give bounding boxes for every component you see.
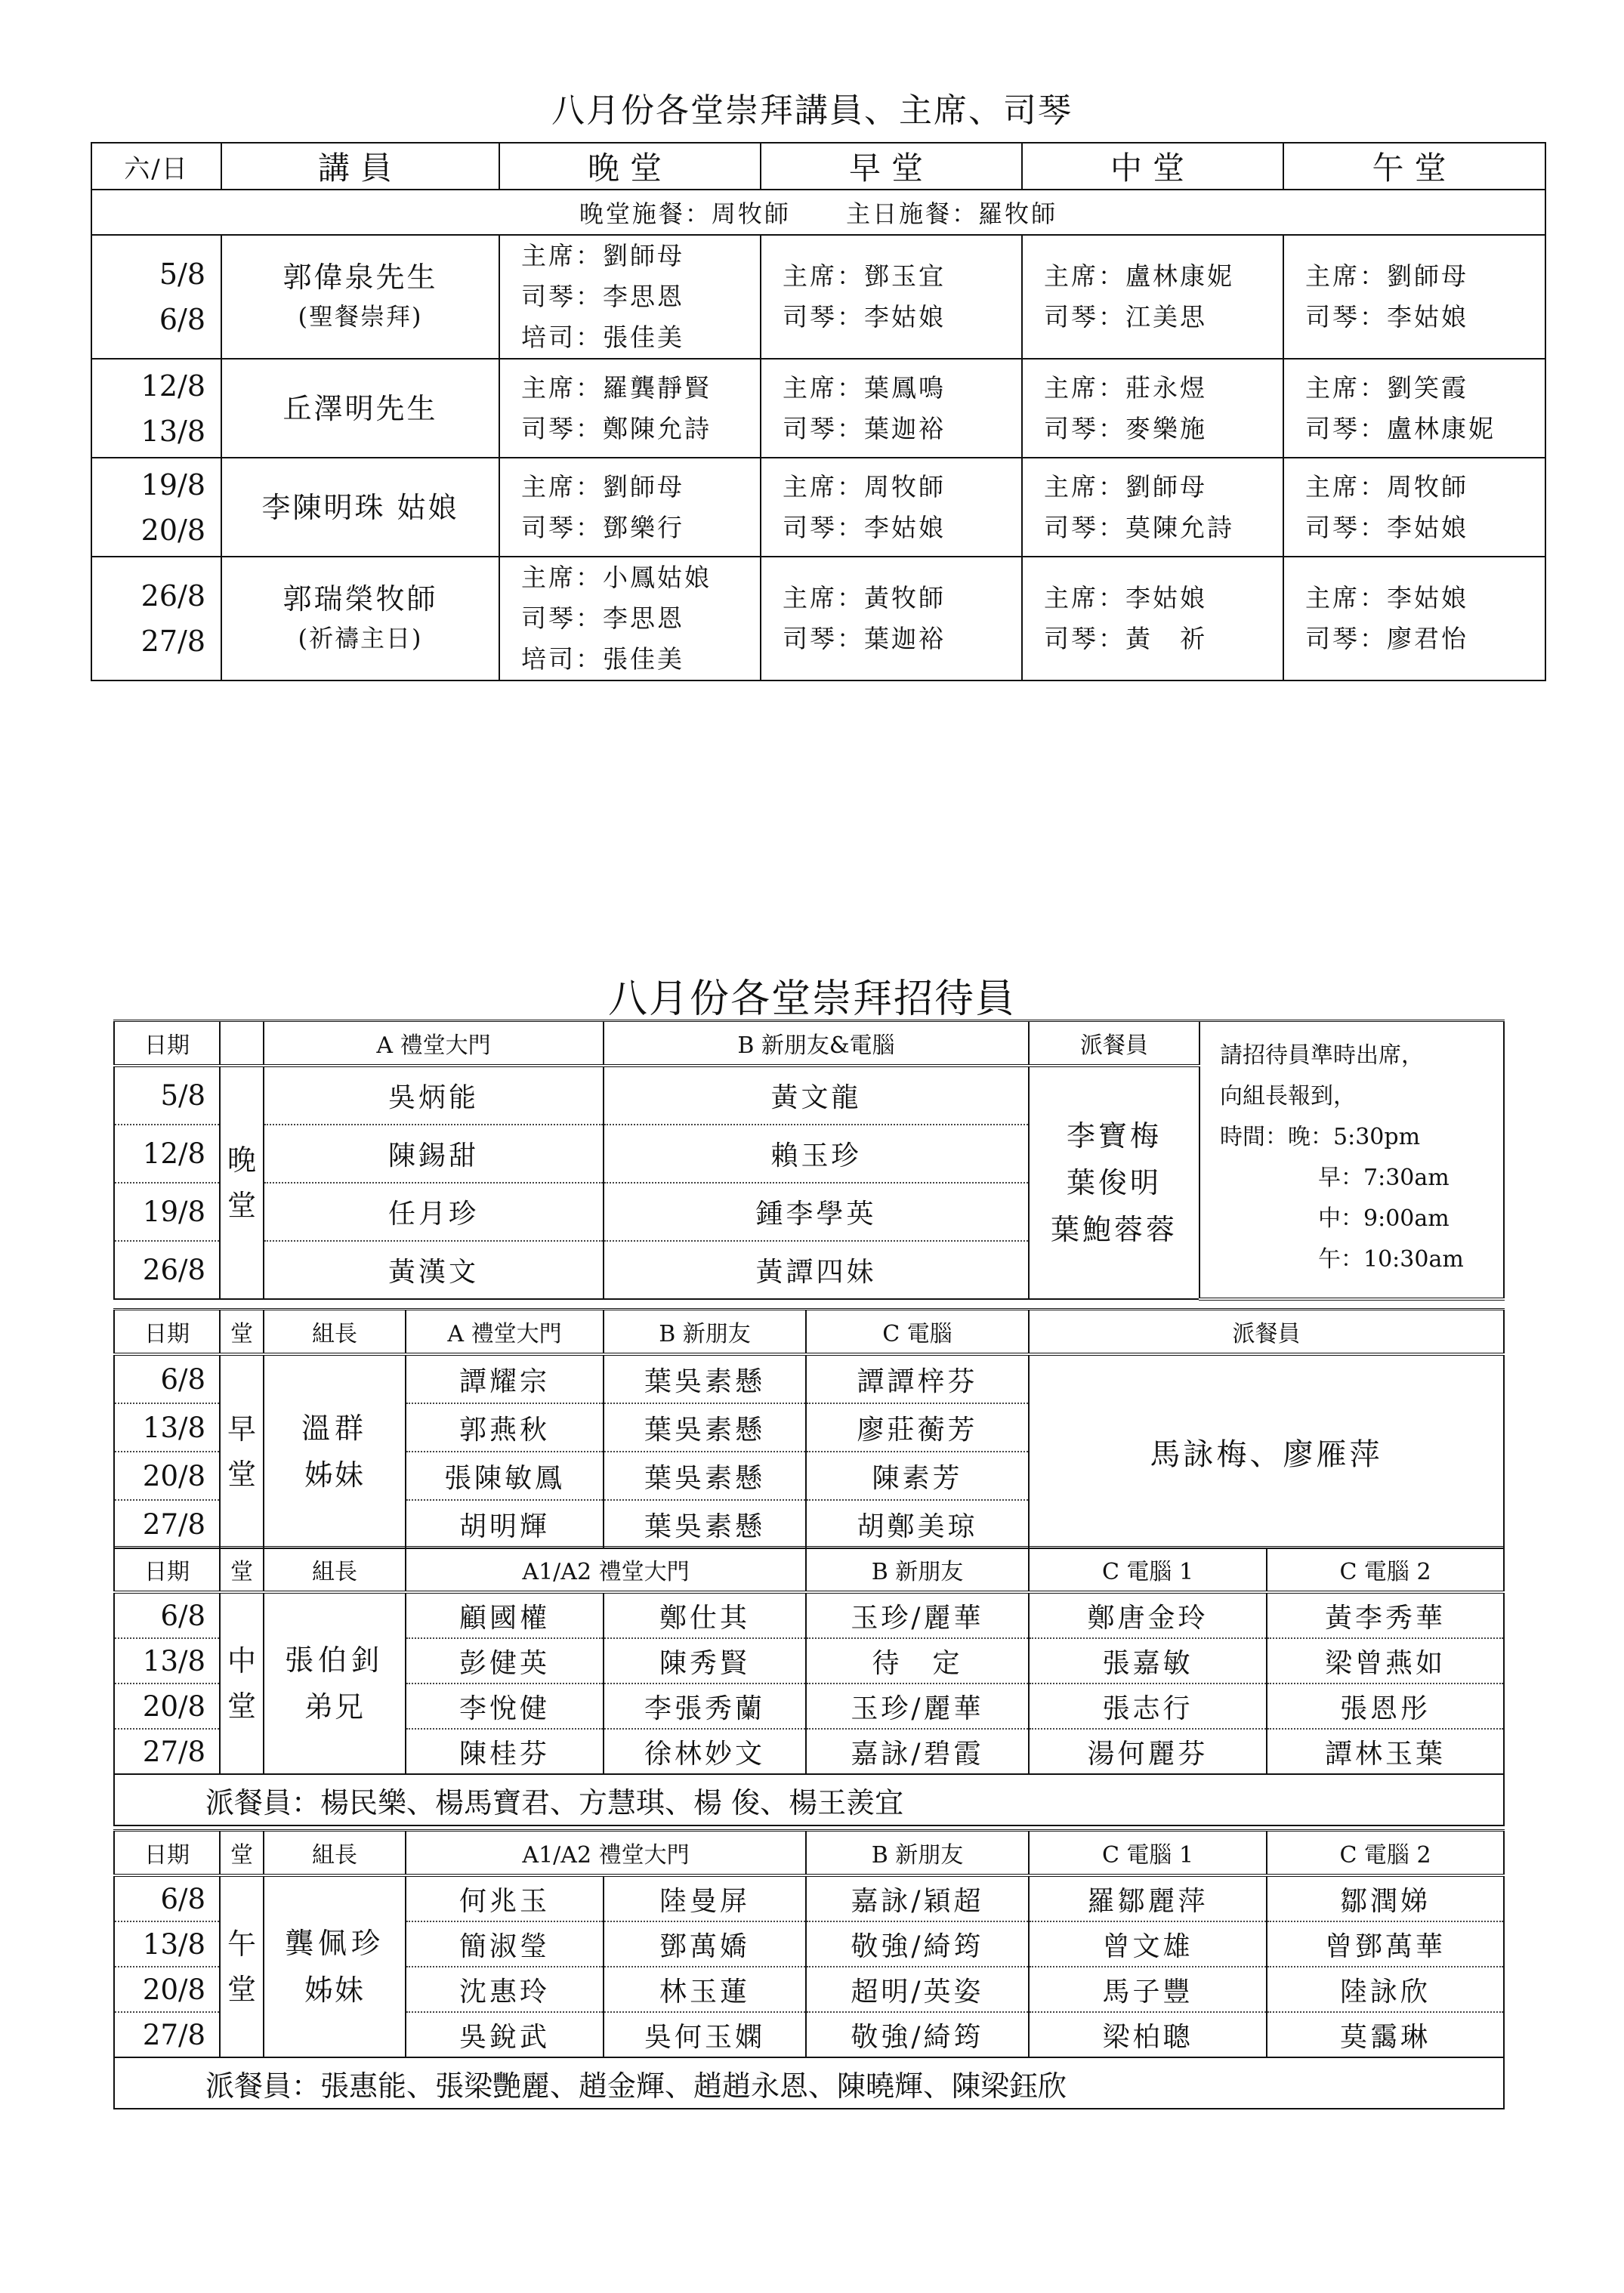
a-door-usher: 李悅健 (406, 1683, 604, 1729)
date-cell: 20/8 (114, 1967, 220, 2012)
a-door-usher: 胡明輝 (406, 1500, 604, 1548)
speaker-cell: 丘澤明先生 (221, 359, 499, 458)
date-cell: 5/8 6/8 (91, 235, 221, 359)
a-door-usher: 譚耀宗 (406, 1354, 604, 1403)
a-door-usher: 陳錫甜 (264, 1125, 604, 1183)
date-cell: 20/8 (114, 1683, 220, 1729)
date-cell: 26/8 27/8 (91, 557, 221, 680)
meal-servers: 李寶梅 葉俊明 葉鮑蓉蓉 (1029, 1066, 1199, 1299)
meal-row (114, 1774, 1504, 1825)
meal-servers: 派餐員：楊民樂、楊馬寶君、方慧琪、楊 俊、楊王羨宜 (114, 1774, 1504, 1825)
c-computer-1-usher: 梁柏聰 (1029, 2012, 1267, 2057)
evening-usher-table (113, 1020, 1505, 1301)
mid-duty-cell: 主席：李姑娘 司琴：黃 祈 (1022, 557, 1283, 680)
header-a-door: A1/A2 禮堂大門 (406, 1831, 806, 1876)
mid-duty-cell: 主席：莊永煜 司琴：麥樂施 (1022, 359, 1283, 458)
c-computer-1-usher: 張嘉敏 (1029, 1638, 1267, 1683)
early-duty-cell: 主席：黃牧師 司琴：葉迦裕 (761, 557, 1022, 680)
speaker-cell: 李陳明珠 姑娘 (221, 458, 499, 557)
c-computer-1-usher: 馬子豐 (1029, 1967, 1267, 2012)
header-mid: 中堂 (1022, 143, 1283, 190)
speaker-cell: 郭瑞榮牧師 (祈禱主日) (221, 557, 499, 680)
date-cell: 27/8 (114, 2012, 220, 2057)
header-b-newfriends: B 新朋友 (604, 1310, 806, 1355)
c-computer-1-usher: 曾文雄 (1029, 1921, 1267, 1967)
date-cell: 5/8 (114, 1066, 220, 1125)
date-cell: 19/8 20/8 (91, 458, 221, 557)
table-row (114, 1875, 1504, 1921)
early-duty-cell: 主席：鄧玉宜 司琴：李姑娘 (761, 235, 1022, 359)
header-a-door: A 禮堂大門 (406, 1310, 604, 1355)
c-computer-1-usher: 鄭唐金玲 (1029, 1592, 1267, 1638)
header-meal: 派餐員 (1029, 1310, 1504, 1355)
table-row (114, 1592, 1504, 1638)
evening-duty-cell: 主席：劉師母 司琴：李思恩 培司：張佳美 (499, 235, 761, 359)
b-newfriends-usher: 待 定 (806, 1638, 1029, 1683)
mid-usher-table (113, 1546, 1505, 1826)
b-newfriends-usher: 葉吳素懸 (604, 1500, 806, 1548)
header-noon: 午堂 (1283, 143, 1545, 190)
header-date: 日期 (114, 1021, 220, 1066)
mid-duty-cell: 主席：盧林康妮 司琴：江美思 (1022, 235, 1283, 359)
b-newfriends-usher: 葉吳素懸 (604, 1403, 806, 1452)
date-cell: 13/8 (114, 1403, 220, 1452)
a2-door-usher: 吳何玉嫻 (604, 2012, 806, 2057)
header-speaker: 講員 (221, 143, 499, 190)
b-newfriends-usher: 葉吳素懸 (604, 1354, 806, 1403)
c-computer-2-usher: 譚林玉葉 (1267, 1729, 1504, 1774)
header-leader: 組長 (264, 1548, 406, 1593)
a2-door-usher: 鄧萬嬌 (604, 1921, 806, 1967)
header-early: 早堂 (761, 143, 1022, 190)
c-computer-usher: 陳素芳 (806, 1452, 1029, 1500)
table1-row (91, 557, 1545, 680)
header-service (220, 1021, 264, 1066)
a-door-usher: 沈惠玲 (406, 1967, 604, 2012)
evening-header-row (114, 1021, 1504, 1066)
b-newfriends-usher: 玉珍/麗華 (806, 1592, 1029, 1638)
date-cell: 12/8 (114, 1125, 220, 1183)
header-date: 日期 (114, 1548, 220, 1593)
table1-header-row (91, 143, 1545, 190)
c-computer-2-usher: 梁曾燕如 (1267, 1638, 1504, 1683)
b-newfriends-usher: 敬強/綺筠 (806, 2012, 1029, 2057)
service-label: 中 堂 (220, 1592, 264, 1774)
a-door-usher: 吳炳能 (264, 1066, 604, 1125)
meal-row (114, 2057, 1504, 2109)
date-cell: 19/8 (114, 1183, 220, 1241)
b-newfriends-usher: 玉珍/麗華 (806, 1683, 1029, 1729)
mid-duty-cell: 主席：劉師母 司琴：莫陳允詩 (1022, 458, 1283, 557)
evening-meal-note: 晚堂施餐：周牧師 (579, 199, 791, 228)
b-newfriends-usher: 鍾李學英 (604, 1183, 1029, 1241)
header-c-computer-1: C 電腦 1 (1029, 1548, 1267, 1593)
date-cell: 6/8 (114, 1354, 220, 1403)
header-b-newfriends: B 新朋友 (806, 1548, 1029, 1593)
date-cell: 26/8 (114, 1241, 220, 1299)
evening-duty-cell: 主席：劉師母 司琴：鄧樂行 (499, 458, 761, 557)
date-cell: 6/8 (114, 1875, 220, 1921)
a-door-usher: 彭健英 (406, 1638, 604, 1683)
a-door-usher: 簡淑瑩 (406, 1921, 604, 1967)
meal-servers: 馬詠梅、廖雁萍 (1029, 1354, 1504, 1548)
a-door-usher: 何兆玉 (406, 1875, 604, 1921)
b-newfriends-usher: 超明/英姿 (806, 1967, 1029, 2012)
speaker-schedule-table (91, 142, 1546, 681)
noon-duty-cell: 主席：李姑娘 司琴：廖君怡 (1283, 557, 1545, 680)
b-newfriends-usher: 敬強/綺筠 (806, 1921, 1029, 1967)
date-cell: 13/8 (114, 1638, 220, 1683)
speaker-cell: 郭偉泉先生 (聖餐崇拜) (221, 235, 499, 359)
early-usher-table (113, 1308, 1505, 1549)
b-newfriends-usher: 葉吳素懸 (604, 1452, 806, 1500)
header-c-computer-1: C 電腦 1 (1029, 1831, 1267, 1876)
noon-duty-cell: 主席：劉笑霞 司琴：盧林康妮 (1283, 359, 1545, 458)
b-newfriends-usher: 黃譚四妹 (604, 1241, 1029, 1299)
a-door-usher: 陳桂芬 (406, 1729, 604, 1774)
header-service: 堂 (220, 1548, 264, 1593)
c-computer-usher: 譚譚梓芬 (806, 1354, 1029, 1403)
a-door-usher: 顧國權 (406, 1592, 604, 1638)
header-c-computer-2: C 電腦 2 (1267, 1548, 1504, 1593)
a-door-usher: 吳銳武 (406, 2012, 604, 2057)
table1-row (91, 359, 1545, 458)
header-leader: 組長 (264, 1310, 406, 1355)
header-c-computer-2: C 電腦 2 (1267, 1831, 1504, 1876)
meal-note (91, 190, 1545, 235)
a-door-usher: 黃漢文 (264, 1241, 604, 1299)
header-c-computer: C 電腦 (806, 1310, 1029, 1355)
c-computer-2-usher: 陸詠欣 (1267, 1967, 1504, 2012)
noon-duty-cell: 主席：劉師母 司琴：李姑娘 (1283, 235, 1545, 359)
c-computer-2-usher: 鄒潤娣 (1267, 1875, 1504, 1921)
header-leader: 組長 (264, 1831, 406, 1876)
b-newfriends-usher: 嘉詠/穎超 (806, 1875, 1029, 1921)
a2-door-usher: 鄭仕其 (604, 1592, 806, 1638)
date-cell: 27/8 (114, 1500, 220, 1548)
service-label: 午 堂 (220, 1875, 264, 2057)
c-computer-usher: 胡鄭美琼 (806, 1500, 1029, 1548)
meal-servers: 派餐員：張惠能、張梁艷麗、趙金輝、趙趙永恩、陳曉輝、陳梁鈺欣 (114, 2057, 1504, 2109)
group-leader: 龔佩珍 姊妹 (264, 1875, 406, 2057)
early-duty-cell: 主席：周牧師 司琴：李姑娘 (761, 458, 1022, 557)
noon-header-row (114, 1831, 1504, 1876)
c-computer-2-usher: 張恩彤 (1267, 1683, 1504, 1729)
evening-duty-cell: 主席：小鳳姑娘 司琴：李思恩 培司：張佳美 (499, 557, 761, 680)
service-label: 晚 堂 (220, 1066, 264, 1299)
c-computer-usher: 廖莊蘅芳 (806, 1403, 1029, 1452)
header-meal: 派餐員 (1029, 1021, 1199, 1066)
a-door-usher: 任月珍 (264, 1183, 604, 1241)
c-computer-1-usher: 羅鄒麗萍 (1029, 1875, 1267, 1921)
header-service: 堂 (220, 1831, 264, 1876)
noon-usher-table (113, 1829, 1505, 2109)
table1-row (91, 458, 1545, 557)
usher-instruction-note: 請招待員準時出席， 向組長報到， 時間：晚：5:30pm 早：7:30am 中：9:00am 午：10:30am (1199, 1021, 1504, 1300)
header-date: 日期 (114, 1310, 220, 1355)
a2-door-usher: 陸曼屏 (604, 1875, 806, 1921)
date-cell: 12/8 13/8 (91, 359, 221, 458)
date-cell: 13/8 (114, 1921, 220, 1967)
mid-header-row (114, 1548, 1504, 1593)
early-duty-cell: 主席：葉鳳鳴 司琴：葉迦裕 (761, 359, 1022, 458)
table-row (114, 1354, 1504, 1403)
sunday-meal-note: 主日施餐：羅牧師 (846, 199, 1058, 228)
table1-meal-note-row (91, 190, 1545, 235)
service-label: 早 堂 (220, 1354, 264, 1548)
a2-door-usher: 徐林妙文 (604, 1729, 806, 1774)
group-leader: 溫群 姊妹 (264, 1354, 406, 1548)
a-door-usher: 張陳敏鳳 (406, 1452, 604, 1500)
c-computer-2-usher: 黃李秀華 (1267, 1592, 1504, 1638)
a2-door-usher: 李張秀蘭 (604, 1683, 806, 1729)
header-a-door: A 禮堂大門 (264, 1021, 604, 1066)
header-a-door: A1/A2 禮堂大門 (406, 1548, 806, 1593)
table2-title: 八月份各堂崇拜招待員 (607, 977, 1016, 1022)
b-newfriends-usher: 黃文龍 (604, 1066, 1029, 1125)
noon-duty-cell: 主席：周牧師 司琴：李姑娘 (1283, 458, 1545, 557)
a-door-usher: 郭燕秋 (406, 1403, 604, 1452)
a2-door-usher: 林玉蓮 (604, 1967, 806, 2012)
c-computer-2-usher: 莫靄琳 (1267, 2012, 1504, 2057)
b-newfriends-usher: 賴玉珍 (604, 1125, 1029, 1183)
header-b-newfriends: B 新朋友 (806, 1831, 1029, 1876)
a2-door-usher: 陳秀賢 (604, 1638, 806, 1683)
evening-duty-cell: 主席：羅龔靜賢 司琴：鄭陳允詩 (499, 359, 761, 458)
c-computer-1-usher: 張志行 (1029, 1683, 1267, 1729)
date-cell: 20/8 (114, 1452, 220, 1500)
group-leader: 張伯釗 弟兄 (264, 1592, 406, 1774)
early-header-row (114, 1310, 1504, 1355)
b-newfriends-usher: 嘉詠/碧霞 (806, 1729, 1029, 1774)
table1-row (91, 235, 1545, 359)
header-date: 六/日 (91, 143, 221, 190)
header-b-newfriends: B 新朋友&電腦 (604, 1021, 1029, 1066)
date-cell: 6/8 (114, 1592, 220, 1638)
c-computer-2-usher: 曾鄧萬華 (1267, 1921, 1504, 1967)
table1-title: 八月份各堂崇拜講員、主席、司琴 (551, 91, 1073, 130)
header-date: 日期 (114, 1831, 220, 1876)
date-cell: 27/8 (114, 1729, 220, 1774)
header-evening: 晚堂 (499, 143, 761, 190)
c-computer-1-usher: 湯何麗芬 (1029, 1729, 1267, 1774)
header-service: 堂 (220, 1310, 264, 1355)
